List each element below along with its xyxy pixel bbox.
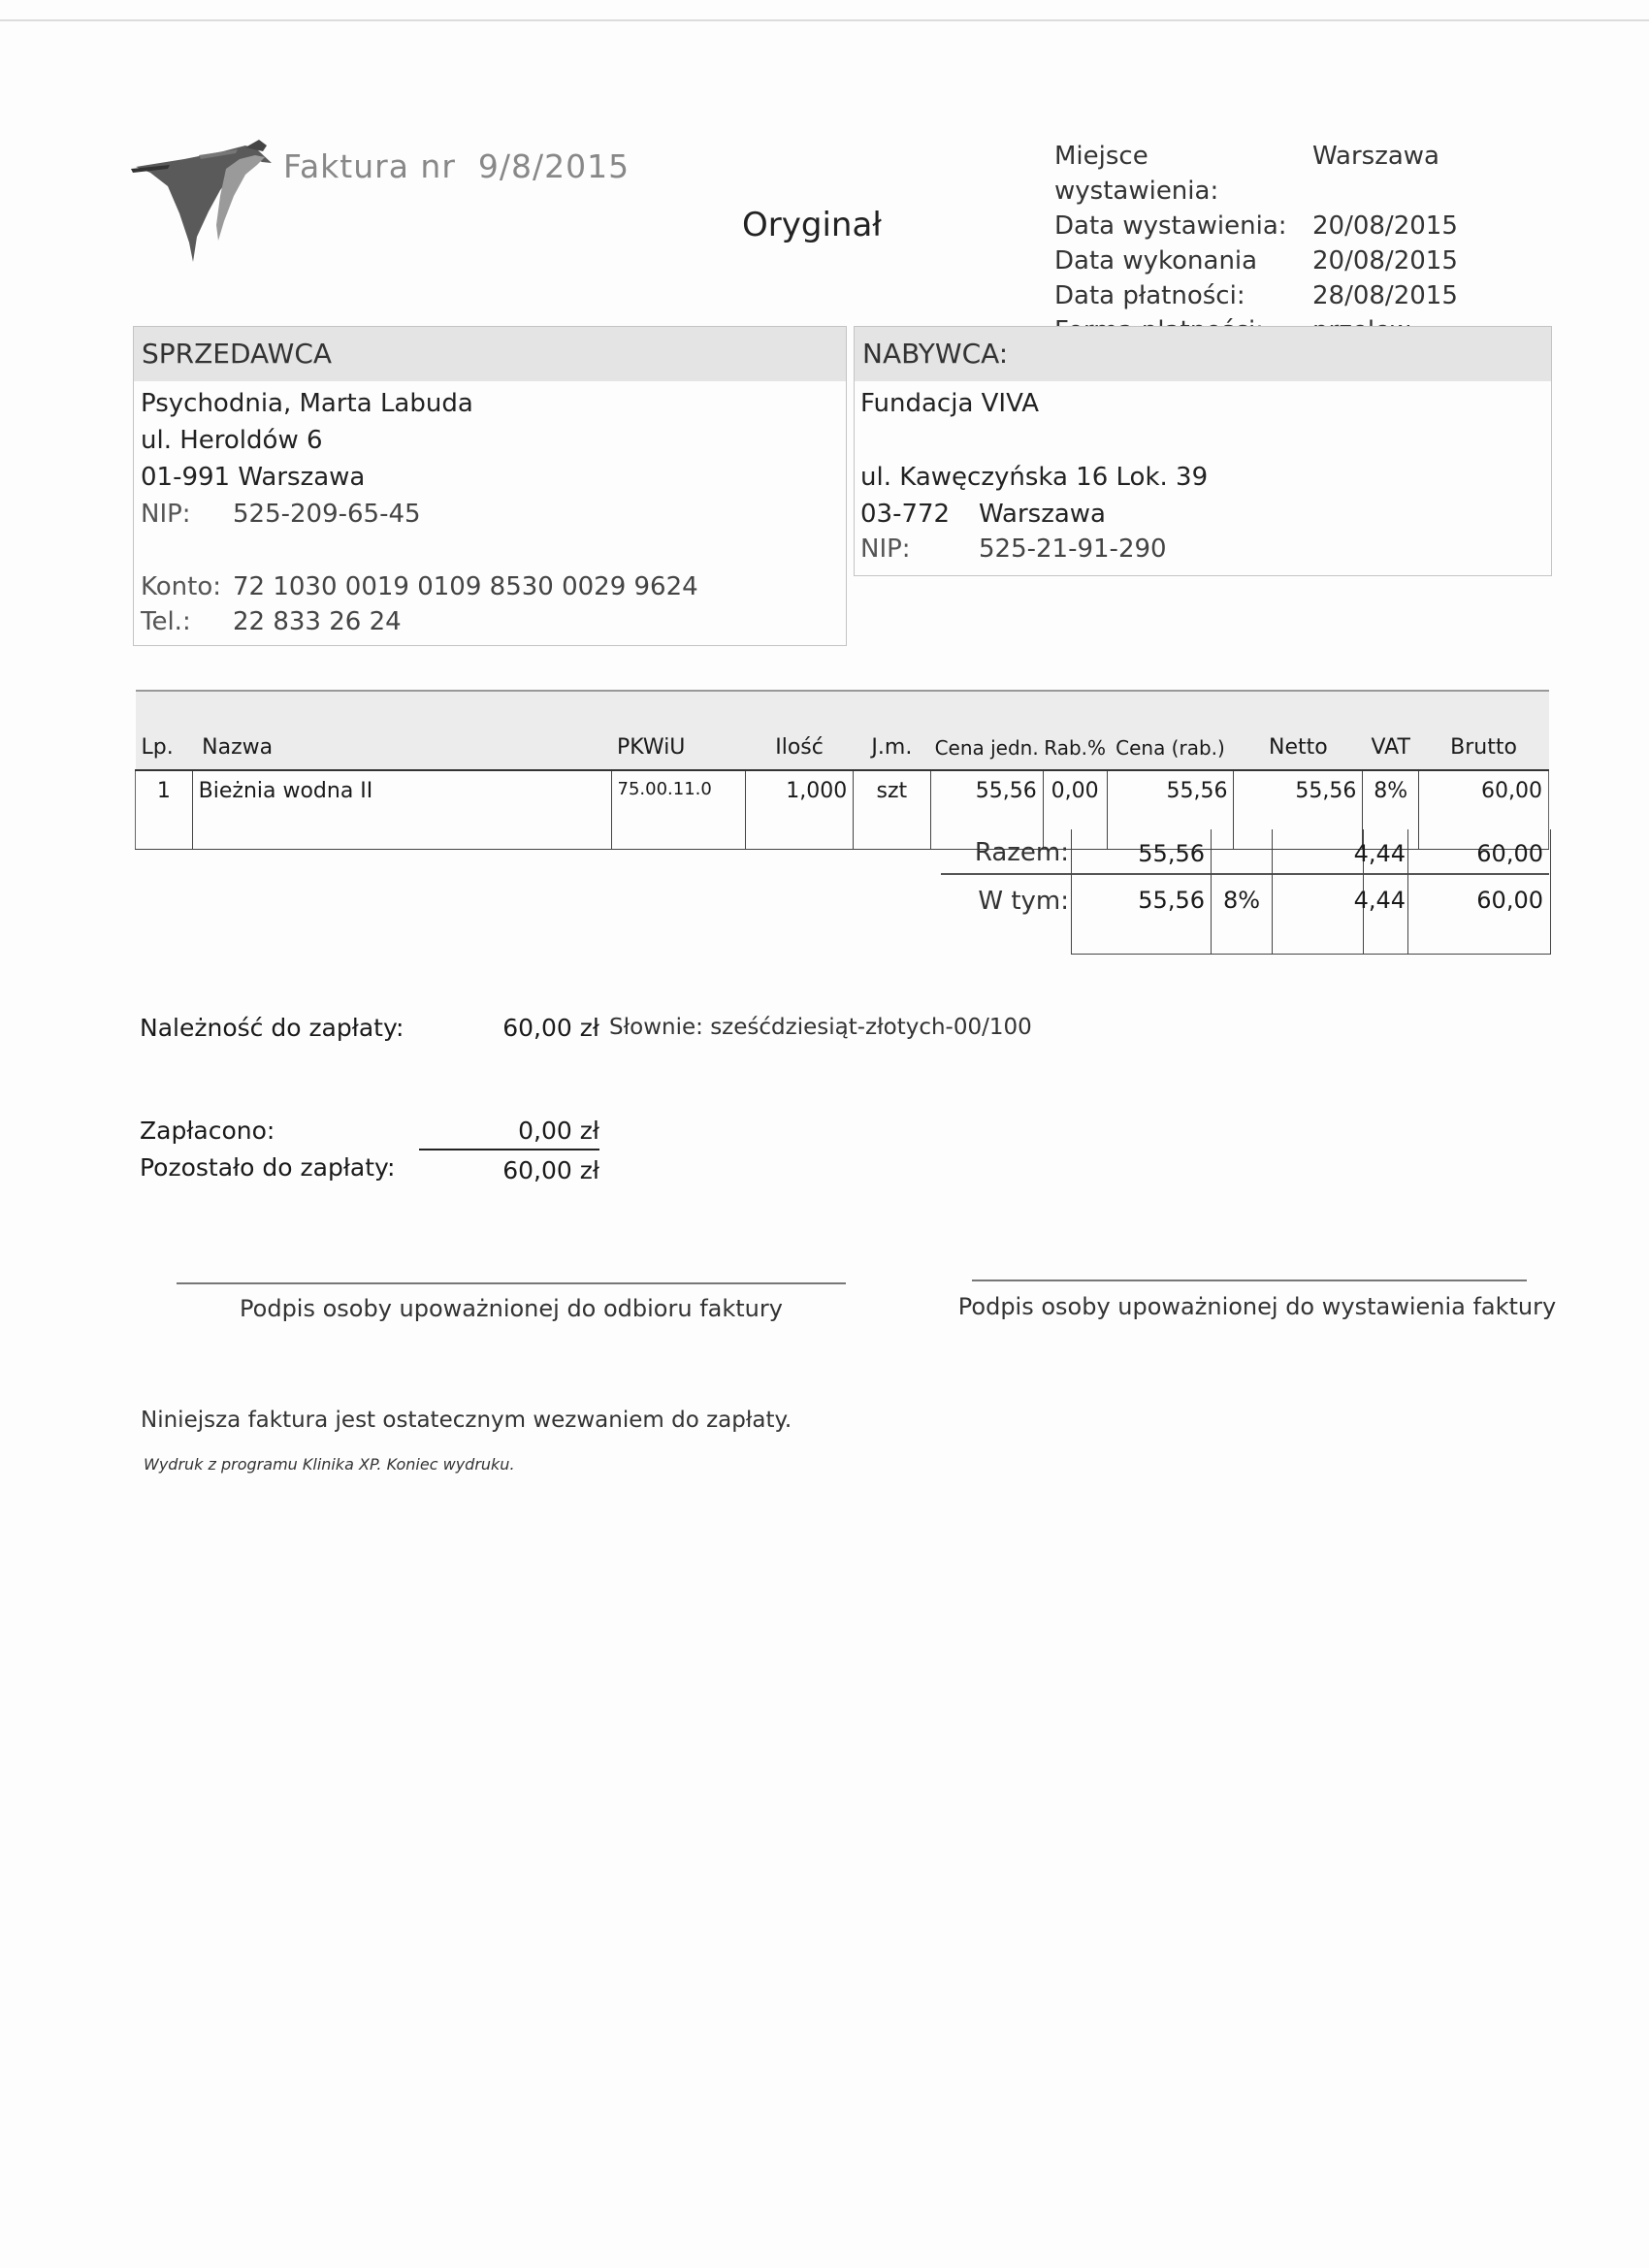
col-header: Netto [1234, 691, 1363, 770]
incl-brutto: 60,00 [1476, 887, 1543, 914]
bird-logo-icon [131, 136, 276, 267]
items-table [135, 690, 1549, 850]
buyer-nip-label: NIP: [860, 535, 911, 564]
total-brutto: 60,00 [1476, 840, 1543, 867]
meta-value: Warszawa [1312, 142, 1439, 171]
incl-rate: 8% [1222, 887, 1261, 914]
buyer-postcode: 03-772 [860, 500, 951, 529]
signature-line-receiver [177, 1282, 846, 1284]
signature-issuer-label: Podpis osoby upoważnionej do wystawienia faktury [957, 1293, 1557, 1320]
cell-pkwiu: 75.00.11.0 [611, 770, 745, 850]
remaining-amount: 60,00 zł [502, 1156, 599, 1184]
cell-discount: 0,00 [1043, 770, 1107, 850]
incl-vat: 4,44 [1353, 887, 1406, 914]
meta-row-payment-date [1054, 278, 1458, 313]
incl-label: W tym: [978, 887, 1069, 916]
total-netto: 55,56 [1138, 840, 1205, 867]
paid-label: Zapłacono: [140, 1117, 275, 1145]
meta-value: 28/08/2015 [1312, 281, 1458, 310]
buyer-street: ul. Kawęczyńska 16 Lok. 39 [860, 463, 1209, 492]
seller-account: 72 1030 0019 0109 8530 0029 9624 [233, 572, 698, 601]
meta-row-issue-date [1054, 209, 1458, 243]
buyer-name: Fundacja VIVA [860, 389, 1040, 418]
buyer-panel [854, 326, 1552, 576]
due-amount: 60,00 zł [502, 1014, 599, 1042]
cell-unit-price: 55,56 [930, 770, 1043, 850]
final-notice: Niniejsza faktura jest ostatecznym wezwaniem do zapłaty. [141, 1408, 792, 1433]
seller-phone-label: Tel.: [141, 607, 191, 636]
summary-col-divider [1272, 829, 1273, 954]
copy-label: Oryginał [742, 206, 882, 244]
invoice-number: 9/8/2015 [477, 147, 630, 185]
meta-value: 20/08/2015 [1312, 246, 1458, 275]
col-header: J.m. [854, 691, 930, 770]
col-header: Brutto [1419, 691, 1549, 770]
page-edge-line [0, 19, 1649, 21]
summary-col-divider [1407, 829, 1408, 954]
col-header: Rab.% [1043, 691, 1107, 770]
signature-line-issuer [972, 1280, 1527, 1281]
summary-col-divider [1211, 829, 1212, 954]
cell-vat: 8% [1363, 770, 1419, 850]
cell-unit: szt [854, 770, 930, 850]
invoice-title-prefix: Faktura nr [283, 147, 456, 185]
meta-label: Data płatności: [1054, 281, 1245, 310]
col-header: Nazwa [192, 691, 611, 770]
buyer-city: Warszawa [979, 500, 1106, 529]
seller-name: Psychodnia, Marta Labuda [141, 389, 473, 418]
remaining-label: Pozostało do zapłaty: [140, 1153, 396, 1182]
seller-nip-label: NIP: [141, 500, 191, 529]
seller-panel [133, 326, 847, 646]
meta-label: Miejsce wystawienia: [1054, 142, 1219, 206]
cell-qty: 1,000 [745, 770, 853, 850]
seller-heading: SPRZEDAWCA [134, 327, 846, 381]
signature-receiver-label: Podpis osoby upoważnionej do odbioru faktury [240, 1295, 783, 1322]
total-label: Razem: [974, 838, 1069, 867]
table-header-row [136, 691, 1549, 770]
invoice-meta [1054, 139, 1458, 348]
amount-in-words: Słownie: sześćdziesiąt-złotych-00/100 [609, 1015, 1032, 1040]
meta-value: 20/08/2015 [1312, 211, 1458, 241]
due-label: Należność do zapłaty: [140, 1014, 404, 1042]
seller-city: 01-991 Warszawa [141, 463, 366, 492]
meta-row-service-date [1054, 243, 1458, 278]
invoice-title [283, 147, 630, 185]
col-header: Lp. [136, 691, 193, 770]
paid-underline [419, 1149, 599, 1150]
cell-name: Bieżnia wodna II [192, 770, 611, 850]
meta-label: Data wykonania [1054, 246, 1258, 275]
col-header: Cena jedn. [930, 691, 1043, 770]
cell-netto: 55,56 [1234, 770, 1363, 850]
paid-amount: 0,00 zł [518, 1117, 599, 1145]
seller-nip: 525-209-65-45 [233, 500, 421, 529]
col-header: VAT [1363, 691, 1419, 770]
col-header: PKWiU [611, 691, 745, 770]
meta-row-place [1054, 139, 1458, 209]
cell-brutto: 60,00 [1419, 770, 1549, 850]
buyer-heading: NABYWCA: [855, 327, 1551, 381]
buyer-nip: 525-21-91-290 [979, 535, 1167, 564]
seller-phone: 22 833 26 24 [233, 607, 402, 636]
seller-account-label: Konto: [141, 572, 222, 601]
seller-street: ul. Heroldów 6 [141, 426, 323, 455]
printout-note: Wydruk z programu Klinika XP. Koniec wydruku. [144, 1455, 515, 1474]
total-vat: 4,44 [1353, 840, 1406, 867]
incl-netto: 55,56 [1138, 887, 1205, 914]
cell-discounted-price: 55,56 [1107, 770, 1234, 850]
col-header: Cena (rab.) [1107, 691, 1234, 770]
cell-lp: 1 [136, 770, 193, 850]
col-header: Ilość [745, 691, 853, 770]
meta-label: Data wystawienia: [1054, 211, 1287, 241]
